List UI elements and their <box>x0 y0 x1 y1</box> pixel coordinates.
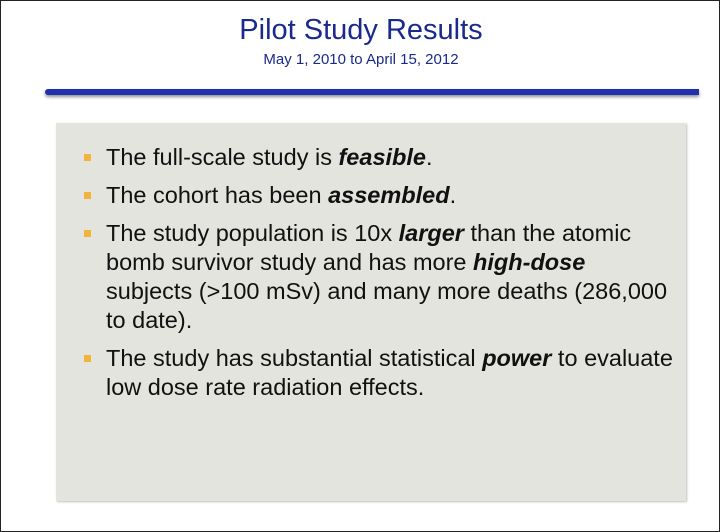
square-bullet-icon <box>84 154 91 161</box>
bullet-text-segment: to evaluate low dose rate radiation effects. <box>106 345 673 400</box>
bullet-item <box>84 181 674 210</box>
bullet-emphasis: feasible <box>338 144 427 170</box>
bullet-emphasis: assembled <box>328 182 450 208</box>
bullet-text-segment: The cohort has been <box>106 182 329 208</box>
bullet-item <box>84 143 674 172</box>
bullet-item <box>84 219 674 335</box>
bullet-list <box>84 143 674 411</box>
content-panel <box>56 123 686 501</box>
square-bullet-icon <box>84 192 91 199</box>
square-bullet-icon <box>84 230 91 237</box>
bullet-text-segment: The full-scale study is <box>106 144 339 170</box>
bullet-emphasis: high-dose <box>473 249 586 275</box>
bullet-text-segment: . <box>449 182 457 208</box>
bullet-text-segment: subjects (>100 mSv) and many more deaths (286,000 to date). <box>106 278 668 333</box>
bullet-emphasis: power <box>482 345 552 371</box>
slide-title: Pilot Study Results <box>239 14 483 46</box>
bullet-text-segment: than the atomic bomb survivor study and has more <box>106 220 632 275</box>
bullet-text-segment: . <box>426 144 433 170</box>
bullet-emphasis: larger <box>398 220 464 246</box>
bullet-text-segment: The study population is 10x <box>106 220 399 246</box>
title-divider <box>45 89 699 95</box>
bullet-item <box>84 344 674 402</box>
slide-subtitle: May 1, 2010 to April 15, 2012 <box>263 51 459 68</box>
square-bullet-icon <box>84 355 91 362</box>
bullet-text-segment: The study has substantial statistical <box>106 345 483 371</box>
